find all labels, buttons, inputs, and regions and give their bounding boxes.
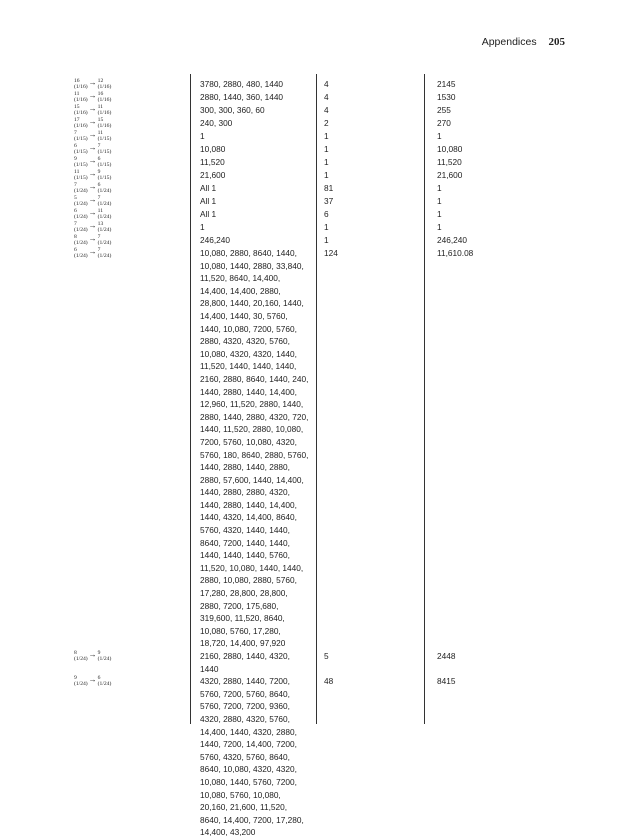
arrow-icon: → xyxy=(88,675,97,685)
from-state xyxy=(74,169,88,181)
arrow-icon: → xyxy=(88,143,97,152)
value-line: 2160, 2880, 8640, 1440, 240, xyxy=(200,373,309,384)
result-cell: 1 xyxy=(437,196,442,206)
from-subscript: (1/15) xyxy=(74,136,88,142)
from-superscript: 6 xyxy=(74,247,77,253)
value-line: 1440, 2880, 1440, 14,400, xyxy=(200,499,297,510)
to-subscript: (1/24) xyxy=(97,681,112,688)
to-subscript: (1/24) xyxy=(97,656,112,662)
count-cell: 4 xyxy=(324,105,329,115)
transition-label xyxy=(74,116,180,129)
arrow-icon: → xyxy=(88,169,97,178)
from-state xyxy=(74,221,88,233)
from-superscript: 8 xyxy=(74,650,77,656)
to-state xyxy=(98,156,112,168)
count-cell: 4 xyxy=(324,79,329,89)
running-header xyxy=(482,36,565,48)
to-state xyxy=(98,234,112,246)
transition-label xyxy=(74,649,180,662)
count-cell: 6 xyxy=(324,209,329,219)
values-cell xyxy=(200,650,318,675)
count-cell: 1 xyxy=(324,170,329,180)
to-superscript: 9 xyxy=(97,650,101,656)
result-cell: 1530 xyxy=(437,92,456,102)
transition-label xyxy=(74,194,180,207)
result-cell: 1 xyxy=(437,131,442,141)
value-line: All 1 xyxy=(200,183,217,193)
from-state xyxy=(74,195,88,207)
to-superscript: 12 xyxy=(97,78,104,84)
to-state xyxy=(98,169,112,181)
value-line: 12,960, 11,520, 2880, 1440, xyxy=(200,399,304,410)
transition-table xyxy=(0,78,625,839)
value-line: 5760, 4320, 5760, 8640, xyxy=(200,751,290,762)
value-line: 1440, 11,520, 2880, 10,080, xyxy=(200,424,304,435)
section-title: Appendices xyxy=(481,36,537,48)
value-line: 10,080, 2880, 8640, 1440, xyxy=(200,248,297,258)
from-superscript: 6 xyxy=(74,143,77,149)
value-line: 8640, 7200, 1440, 1440, xyxy=(200,537,290,548)
value-line: 5760, 7200, 5760, 8640, xyxy=(200,688,290,699)
result-cell: 11,610.08 xyxy=(437,248,474,258)
result-cell: 246,240 xyxy=(437,235,467,245)
value-line: 246,240 xyxy=(200,235,230,245)
from-state xyxy=(74,104,88,116)
count-cell: 81 xyxy=(324,183,334,193)
transition-label xyxy=(74,129,180,142)
values-cell xyxy=(200,78,318,91)
count-cell: 1 xyxy=(324,222,329,232)
values-cell xyxy=(200,130,318,143)
from-state xyxy=(74,675,88,687)
to-subscript: (1/15) xyxy=(97,136,112,142)
to-superscript: 7 xyxy=(97,143,101,149)
to-superscript: 7 xyxy=(97,247,101,253)
count-cell: 37 xyxy=(324,196,334,206)
value-line: 18,720, 14,400, 97,920 xyxy=(200,638,286,649)
from-superscript: 11 xyxy=(74,91,80,97)
from-subscript: (1/24) xyxy=(74,253,88,259)
count-cell: 5 xyxy=(324,651,329,661)
value-line: 10,080 xyxy=(200,144,226,154)
from-superscript: 5 xyxy=(74,195,77,201)
values-cell xyxy=(200,234,318,247)
value-line: 1440, 1440, 1440, 5760, xyxy=(200,550,290,561)
to-superscript: 6 xyxy=(97,156,101,162)
from-state xyxy=(74,650,88,662)
to-subscript: (1/24) xyxy=(97,227,112,233)
value-line: 300, 300, 360, 60 xyxy=(200,105,265,115)
arrow-icon: → xyxy=(88,221,97,230)
from-subscript: (1/15) xyxy=(74,149,88,155)
from-state xyxy=(74,130,88,142)
table-row xyxy=(0,247,625,650)
to-subscript: (1/24) xyxy=(97,214,112,220)
value-line: 8640, 10,080, 4320, 4320, xyxy=(200,764,297,775)
to-subscript: (1/15) xyxy=(97,162,112,168)
to-subscript: (1/16) xyxy=(97,123,112,129)
from-state xyxy=(74,143,88,155)
value-line: 2880, 7200, 175,680, xyxy=(200,600,279,611)
to-state xyxy=(98,117,112,129)
from-subscript: (1/16) xyxy=(74,123,88,129)
value-line: 14,400, 1440, 4320, 2880, xyxy=(200,726,297,737)
from-superscript: 7 xyxy=(74,221,77,227)
to-subscript: (1/16) xyxy=(97,97,112,103)
result-cell: 11,520 xyxy=(437,157,462,167)
value-line: 11,520, 10,080, 1440, 1440, xyxy=(200,562,304,573)
value-line: 2880, 10,080, 2880, 5760, xyxy=(200,575,297,586)
values-cell xyxy=(200,182,318,195)
values-cell xyxy=(200,156,318,169)
value-line: All 1 xyxy=(200,209,217,219)
from-state xyxy=(74,117,88,129)
value-line: 2880, 1440, 2880, 4320, 720, xyxy=(200,411,309,422)
to-superscript: 9 xyxy=(97,169,101,175)
value-line: 2880, 1440, 360, 1440 xyxy=(200,92,284,102)
value-line: 240, 300 xyxy=(200,118,233,128)
value-line: 14,400, 1440, 30, 5760, xyxy=(200,310,288,321)
count-cell: 2 xyxy=(324,118,329,128)
count-cell: 124 xyxy=(324,248,338,258)
value-line: 20,160, 21,600, 11,520, xyxy=(200,802,288,813)
arrow-icon: → xyxy=(88,104,97,113)
value-line: 11,520, 1440, 1440, 1440, xyxy=(200,361,297,372)
value-line: 14,400, 43,200 xyxy=(200,827,256,838)
value-line: 10,080, 1440, 2880, 33,840, xyxy=(200,260,304,271)
value-line: 5760, 180, 8640, 2880, 5760, xyxy=(200,449,309,460)
to-subscript: (1/16) xyxy=(97,84,112,90)
to-subscript: (1/16) xyxy=(97,110,112,116)
to-superscript: 11 xyxy=(97,104,104,110)
value-line: 11,520 xyxy=(200,157,225,167)
arrow-icon: → xyxy=(88,234,97,243)
from-superscript: 7 xyxy=(74,182,77,188)
values-cell xyxy=(200,195,318,208)
value-line: 7200, 5760, 10,080, 4320, xyxy=(200,436,297,447)
from-state xyxy=(74,156,88,168)
value-line: 1440 xyxy=(200,663,219,674)
to-superscript: 13 xyxy=(97,221,104,227)
from-subscript: (1/15) xyxy=(74,175,88,181)
value-line: 11,520, 8640, 14,400, xyxy=(200,273,281,284)
from-subscript: (1/24) xyxy=(74,681,88,688)
to-state xyxy=(98,221,112,233)
arrow-icon: → xyxy=(88,247,97,256)
to-subscript: (1/15) xyxy=(97,175,112,181)
table-row xyxy=(0,675,625,839)
to-state xyxy=(98,195,112,207)
from-subscript: (1/24) xyxy=(74,656,88,662)
values-cell xyxy=(200,169,318,182)
transition-label xyxy=(74,207,180,220)
values-cell xyxy=(200,143,318,156)
values-cell xyxy=(200,221,318,234)
from-superscript: 9 xyxy=(74,675,77,682)
arrow-icon: → xyxy=(88,91,97,100)
to-state xyxy=(98,247,112,259)
to-subscript: (1/24) xyxy=(97,240,112,246)
result-cell: 2448 xyxy=(437,651,456,661)
value-line: 319,600, 11,520, 8640, xyxy=(200,613,285,624)
to-state xyxy=(98,650,112,662)
values-cell xyxy=(200,91,318,104)
value-line: 2880, 4320, 4320, 5760, xyxy=(200,336,290,347)
to-state xyxy=(98,91,112,103)
value-line: 10,080, 4320, 4320, 1440, xyxy=(200,348,297,359)
arrow-icon: → xyxy=(88,195,97,204)
from-superscript: 15 xyxy=(74,104,80,110)
arrow-icon: → xyxy=(88,208,97,217)
transition-label xyxy=(74,674,180,687)
values-cell xyxy=(200,117,318,130)
from-superscript: 17 xyxy=(74,117,80,123)
to-subscript: (1/24) xyxy=(97,253,112,259)
value-line: 8640, 14,400, 7200, 17,280, xyxy=(200,814,304,825)
value-line: All 1 xyxy=(200,196,217,206)
page-number: 205 xyxy=(548,36,565,48)
value-line: 28,800, 1440, 20,160, 1440, xyxy=(200,298,304,309)
result-cell: 270 xyxy=(437,118,451,128)
to-superscript: 16 xyxy=(97,91,104,97)
from-superscript: 11 xyxy=(74,169,80,175)
to-state xyxy=(98,143,112,155)
transition-label xyxy=(74,181,180,194)
values-cell xyxy=(200,247,318,650)
from-state xyxy=(74,208,88,220)
transition-label xyxy=(74,90,180,103)
value-line: 1 xyxy=(200,131,205,141)
result-cell: 1 xyxy=(437,222,442,232)
count-cell: 1 xyxy=(324,157,329,167)
transition-label xyxy=(74,246,180,259)
transition-label xyxy=(74,233,180,246)
value-line: 17,280, 28,800, 28,800, xyxy=(200,588,288,599)
value-line: 1440, 4320, 14,400, 8640, xyxy=(200,512,297,523)
value-line: 1440, 2880, 2880, 4320, xyxy=(200,487,290,498)
value-line: 2880, 57,600, 1440, 14,400, xyxy=(200,474,304,485)
from-subscript: (1/24) xyxy=(74,227,88,233)
to-subscript: (1/15) xyxy=(97,149,112,155)
count-cell: 1 xyxy=(324,235,329,245)
arrow-icon: → xyxy=(88,650,97,659)
values-cell xyxy=(200,675,318,839)
value-line: 1440, 10,080, 7200, 5760, xyxy=(200,323,297,334)
result-cell: 1 xyxy=(437,183,442,193)
table-row xyxy=(0,650,625,675)
to-superscript: 7 xyxy=(97,195,101,201)
from-superscript: 9 xyxy=(74,156,77,162)
result-cell: 2145 xyxy=(437,79,456,89)
result-cell: 21,600 xyxy=(437,170,463,180)
result-cell: 1 xyxy=(437,209,442,219)
value-line: 10,080, 1440, 5760, 7200, xyxy=(200,776,297,787)
from-superscript: 16 xyxy=(74,78,80,84)
transition-label xyxy=(74,220,180,233)
to-state xyxy=(98,130,112,142)
from-superscript: 7 xyxy=(74,130,77,136)
value-line: 10,080, 5760, 17,280, xyxy=(200,625,281,636)
result-cell: 255 xyxy=(437,105,451,115)
transition-label xyxy=(74,155,180,168)
value-line: 1440, 7200, 14,400, 7200, xyxy=(200,739,297,750)
value-line: 2160, 2880, 1440, 4320, xyxy=(200,651,290,661)
arrow-icon: → xyxy=(88,117,97,126)
value-line: 4320, 2880, 4320, 5760, xyxy=(200,713,290,724)
value-line: 21,600 xyxy=(200,170,226,180)
arrow-icon: → xyxy=(88,78,97,87)
values-cell xyxy=(200,208,318,221)
value-line: 4320, 2880, 1440, 7200, xyxy=(200,676,290,687)
arrow-icon: → xyxy=(88,130,97,139)
from-state xyxy=(74,91,88,103)
transition-label xyxy=(74,168,180,181)
value-line: 1 xyxy=(200,222,205,232)
from-subscript: (1/16) xyxy=(74,84,88,90)
count-cell: 4 xyxy=(324,92,329,102)
to-state xyxy=(98,182,112,194)
from-subscript: (1/24) xyxy=(74,214,88,220)
to-subscript: (1/24) xyxy=(97,201,112,207)
to-superscript: 7 xyxy=(97,234,101,240)
to-subscript: (1/24) xyxy=(97,188,112,194)
count-cell: 48 xyxy=(324,676,334,687)
to-superscript: 6 xyxy=(97,182,101,188)
result-cell: 10,080 xyxy=(437,144,463,154)
value-line: 14,400, 14,400, 2880, xyxy=(200,285,281,296)
transition-label xyxy=(74,77,180,90)
to-state xyxy=(98,78,112,90)
transition-label xyxy=(74,142,180,155)
from-state xyxy=(74,182,88,194)
from-state xyxy=(74,247,88,259)
to-state xyxy=(98,675,112,687)
from-subscript: (1/24) xyxy=(74,240,88,246)
to-state xyxy=(98,104,112,116)
from-state xyxy=(74,78,88,90)
from-subscript: (1/15) xyxy=(74,162,88,168)
count-cell: 1 xyxy=(324,144,329,154)
to-superscript: 11 xyxy=(97,208,104,214)
values-cell xyxy=(200,104,318,117)
value-line: 1440, 2880, 1440, 2880, xyxy=(200,462,290,473)
to-superscript: 11 xyxy=(97,130,104,136)
from-state xyxy=(74,234,88,246)
value-line: 3780, 2880, 480, 1440 xyxy=(200,79,284,89)
arrow-icon: → xyxy=(88,156,97,165)
from-subscript: (1/16) xyxy=(74,97,88,103)
from-subscript: (1/16) xyxy=(74,110,88,116)
from-superscript: 6 xyxy=(74,208,77,214)
from-subscript: (1/24) xyxy=(74,188,88,194)
value-line: 10,080, 5760, 10,080, xyxy=(200,789,281,800)
result-cell: 8415 xyxy=(437,676,456,687)
arrow-icon: → xyxy=(88,182,97,191)
from-subscript: (1/24) xyxy=(74,201,88,207)
value-line: 1440, 2880, 1440, 14,400, xyxy=(200,386,297,397)
to-superscript: 15 xyxy=(97,117,104,123)
value-line: 5760, 4320, 1440, 1440, xyxy=(200,525,290,536)
from-superscript: 8 xyxy=(74,234,77,240)
transition-label xyxy=(74,103,180,116)
count-cell: 1 xyxy=(324,131,329,141)
value-line: 5760, 7200, 7200, 9360, xyxy=(200,701,290,712)
to-superscript: 6 xyxy=(97,675,101,682)
to-state xyxy=(98,208,112,220)
